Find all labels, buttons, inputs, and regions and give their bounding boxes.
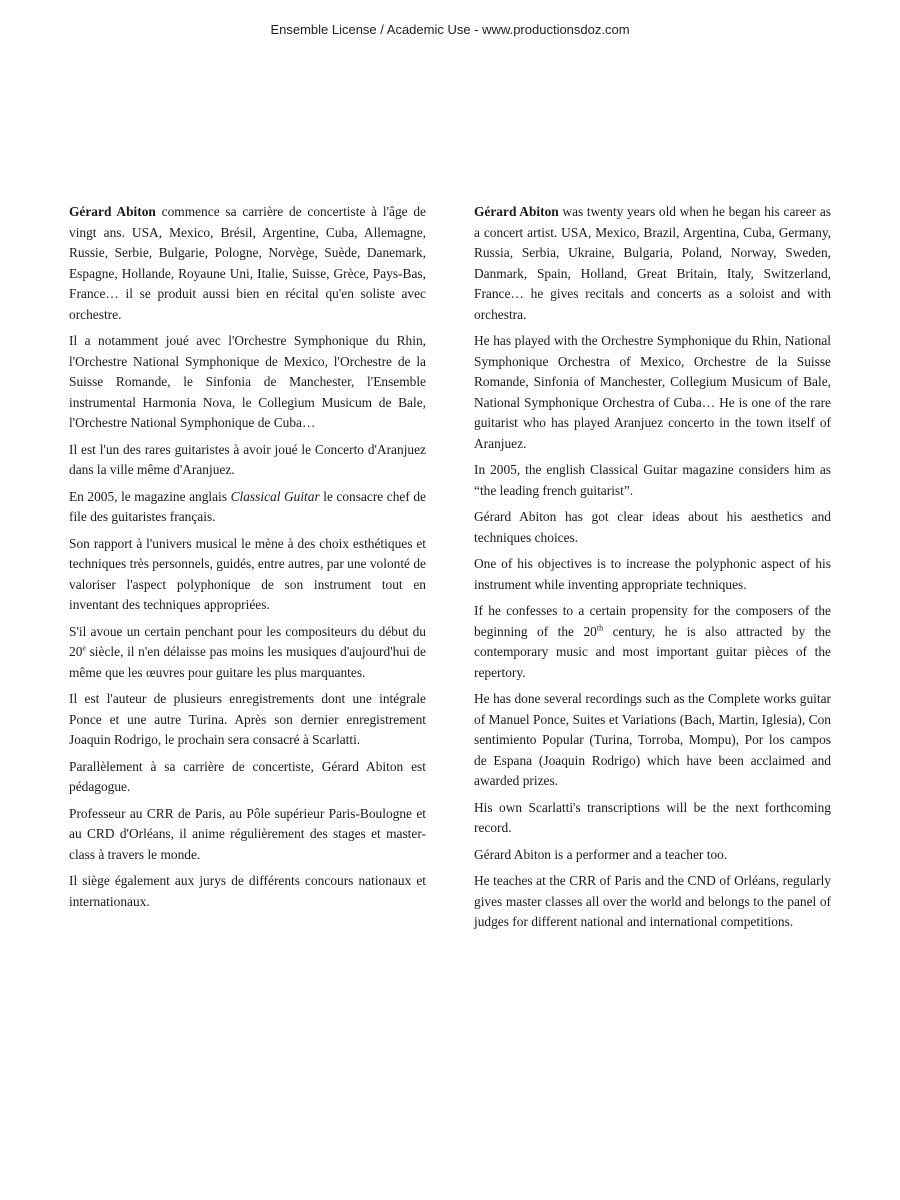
paragraph-en-7: He has done several recordings such as the Complete works guitar of Manuel Ponce, Suites et Variations (Bach, Martin, Iglesia), Con sentimiento Popular (Turina, Torroba, Mompu), Por los campos de Espana (Joaquin Rodrigo) which have been acclaimed and awarded prizes. bbox=[474, 691, 831, 788]
paragraph-fr-4 bbox=[69, 487, 426, 528]
century-superscript-en: th bbox=[596, 623, 604, 633]
paragraph-fr-1 bbox=[69, 202, 426, 325]
paragraph-fr-1-text: commence sa carrière de concertiste à l'âge de vingt ans. USA, Mexico, Brésil, Argentine, Cuba, Allemagne, Russie, Serbie, Bulgarie, Pologne, Norvège, Suède, Danemark, Espagne, Hollande, Royaune Uni, Italie, Suisse, Grèce, Pays-Bas, France… il se produit aussi bien en récital qu'en soliste avec orchestre. bbox=[69, 204, 426, 322]
paragraph-fr-4-after: le consacre chef de file des guitaristes français. bbox=[69, 488, 427, 524]
artist-name-fr: Gérard Abiton bbox=[69, 204, 156, 219]
biography-english-column bbox=[474, 202, 831, 939]
paragraph-fr-2: Il a notamment joué avec l'Orchestre Symphonique du Rhin, l'Orchestre National Symphonique de Mexico, l'Orchestre de la Suisse Romande, le Sinfonia de Manchester, l'Ensemble instrumental Harmonia Nova, le Collegium Musicum de Bale, l'Orchestre National Symphonique de Cuba… bbox=[69, 333, 426, 430]
paragraph-fr-10: Il siège également aux jurys de différents concours nationaux et internationaux. bbox=[69, 873, 426, 909]
biography-french-column bbox=[69, 202, 426, 918]
paragraph-en-9: Gérard Abiton is a performer and a teacher too. bbox=[474, 846, 728, 862]
paragraph-fr-7: Il est l'auteur de plusieurs enregistrements dont une intégrale Ponce et une autre Turina. Après son dernier enregistrement Joaquin Rodrigo, le prochain sera consacré à Scarlatti. bbox=[69, 691, 426, 747]
paragraph-fr-9: Professeur au CRR de Paris, au Pôle supérieur Paris-Boulogne et au CRD d'Orléans, il anime régulièrement des stages et master-class à travers le monde. bbox=[69, 805, 426, 862]
paragraph-fr-3: Il est l'un des rares guitaristes à avoir joué le Concerto d'Aranjuez dans la ville même d'Aranjuez. bbox=[69, 441, 426, 477]
paragraph-en-1 bbox=[474, 202, 831, 325]
paragraph-fr-6 bbox=[69, 622, 426, 684]
paragraph-en-3: In 2005, the english Classical Guitar magazine considers him as “the leading french guitarist”. bbox=[474, 462, 831, 498]
paragraph-en-6 bbox=[474, 601, 831, 683]
paragraph-en-4: Gérard Abiton has got clear ideas about his aesthetics and techniques choices. bbox=[474, 509, 831, 545]
paragraph-en-6-after: century, he is also attracted by the contemporary music and most important guitar pièces of the repertory. bbox=[474, 623, 831, 680]
paragraph-fr-6-before: S'il avoue un certain penchant pour les compositeurs du début du 20 bbox=[69, 623, 426, 659]
artist-name-en: Gérard Abiton bbox=[474, 204, 559, 219]
license-header: Ensemble License / Academic Use - www.productionsdoz.com bbox=[270, 22, 630, 37]
paragraph-en-6-before: If he confesses to a certain propensity for the composers of the beginning of the 20 bbox=[474, 603, 831, 639]
magazine-title: Classical Guitar bbox=[230, 488, 320, 504]
paragraph-en-10: He teaches at the CRR of Paris and the CND of Orléans, regularly gives master classes all over the world and belongs to the panel of judges for different national and international competitions. bbox=[474, 873, 831, 929]
paragraph-en-8: His own Scarlatti's transcriptions will be the next forthcoming record. bbox=[474, 799, 831, 835]
paragraph-fr-4-before: En 2005, le magazine anglais bbox=[69, 488, 231, 504]
paragraph-fr-6-after: siècle, il n'en délaisse pas moins les musiques d'aujourd'hui de même que les œuvres pour guitare les plus marquantes. bbox=[69, 644, 426, 680]
century-superscript-fr: e bbox=[82, 643, 86, 653]
paragraph-en-5: One of his objectives is to increase the polyphonic aspect of his instrument while inventing appropriate techniques. bbox=[474, 556, 831, 592]
paragraph-fr-8: Parallèlement à sa carrière de concertiste, Gérard Abiton est pédagogue. bbox=[69, 758, 426, 794]
paragraph-en-2: He has played with the Orchestre Symphonique du Rhin, National Symphonique Orchestra of Mexico, Orchestre de la Suisse Romande, Sinfonia of Manchester, Collegium Musicum of Bale, National Symphonique Orchestra of Cuba… He is one of the rare guitarist who has played Aranjuez concerto in the town itself of Aranjuez. bbox=[474, 333, 831, 451]
paragraph-fr-5: Son rapport à l'univers musical le mène à des choix esthétiques et techniques très personnels, guidés, entre autres, par une volonté de valoriser l'aspect polyphonique de son instrument tout en inventant des techniques appropriées. bbox=[69, 535, 426, 612]
paragraph-en-1-text: was twenty years old when he began his career as a concert artist. USA, Mexico, Brazil, Argentina, Cuba, Germany, Russia, Serbia, Ukraine, Bulgaria, Poland, Norway, Sweden, Danmark, Spain, Holland, Great Britain, Italy, Switzerland, France… he gives recitals and concerts as a soloist and with orchestra. bbox=[474, 204, 832, 322]
